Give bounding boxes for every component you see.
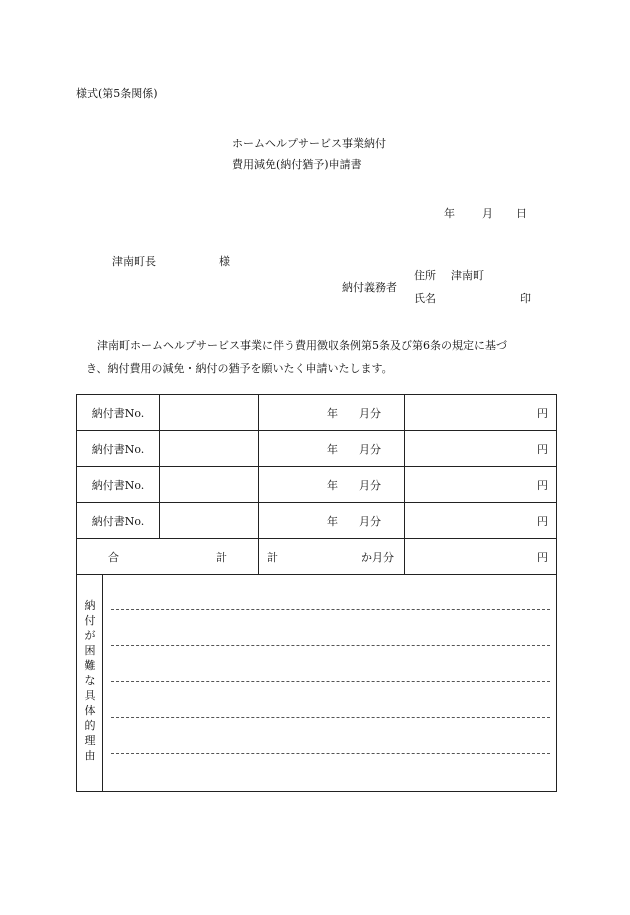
amount-field[interactable]: 円 — [537, 406, 548, 420]
body-line2: き、納付費用の減免・納付の猶予を願いたく申請いたします。 — [86, 362, 393, 375]
addressee-name: 津南町長 — [112, 255, 156, 268]
table-row — [77, 467, 556, 503]
amount-field[interactable]: 円 — [537, 514, 548, 528]
table-row — [77, 503, 556, 539]
invoice-number-label: 納付書No. — [77, 431, 160, 466]
name-label: 氏名 — [414, 292, 436, 305]
application-table — [76, 394, 557, 792]
form-title-line1: ホームヘルプサービス事業納付 — [232, 137, 386, 150]
form-title-line2: 費用減免(納付猶予)申請書 — [232, 158, 362, 171]
invoice-number-label: 納付書No. — [77, 467, 160, 502]
reason-section — [77, 575, 556, 791]
period-field[interactable]: 年 月分 — [259, 503, 405, 538]
date-day-label: 日 — [516, 207, 527, 220]
form-number: 様式(第5条関係) — [76, 87, 158, 100]
table-row — [77, 431, 556, 467]
seal-mark: 印 — [520, 292, 531, 305]
period-field[interactable]: 年 月分 — [259, 395, 405, 430]
dotted-rule — [111, 717, 550, 718]
dotted-rule — [111, 609, 550, 610]
date-month-label: 月 — [482, 207, 493, 220]
dotted-rule — [111, 753, 550, 754]
amount-field[interactable]: 円 — [537, 442, 548, 456]
invoice-number-field[interactable] — [160, 395, 259, 430]
invoice-number-field[interactable] — [160, 503, 259, 538]
invoice-number-field[interactable] — [160, 467, 259, 502]
dotted-rule — [111, 681, 550, 682]
date-year-label: 年 — [444, 207, 455, 220]
total-row — [77, 539, 556, 575]
address-label: 住所 — [414, 269, 436, 282]
applicant-role: 納付義務者 — [342, 281, 397, 294]
total-label: 合 計 — [77, 539, 259, 574]
reason-writing-area[interactable] — [103, 575, 556, 791]
invoice-number-field[interactable] — [160, 431, 259, 466]
period-field[interactable]: 年 月分 — [259, 431, 405, 466]
period-field[interactable]: 年 月分 — [259, 467, 405, 502]
invoice-number-label: 納付書No. — [77, 503, 160, 538]
amount-field[interactable]: 円 — [537, 478, 548, 492]
addressee-honorific: 様 — [219, 255, 230, 268]
invoice-number-label: 納付書No. — [77, 395, 160, 430]
dotted-rule — [111, 645, 550, 646]
table-row — [77, 395, 556, 431]
total-months-field[interactable]: 計 か月分 — [259, 539, 405, 574]
reason-label: 納 付 が 困 難 な 具 体 的 理 由 — [77, 575, 103, 791]
body-line1: 津南町ホームヘルプサービス事業に伴う費用徴収条例第5条及び第6条の規定に基づ — [97, 339, 507, 352]
address-value: 津南町 — [451, 269, 484, 282]
total-amount-field[interactable]: 円 — [537, 550, 548, 564]
